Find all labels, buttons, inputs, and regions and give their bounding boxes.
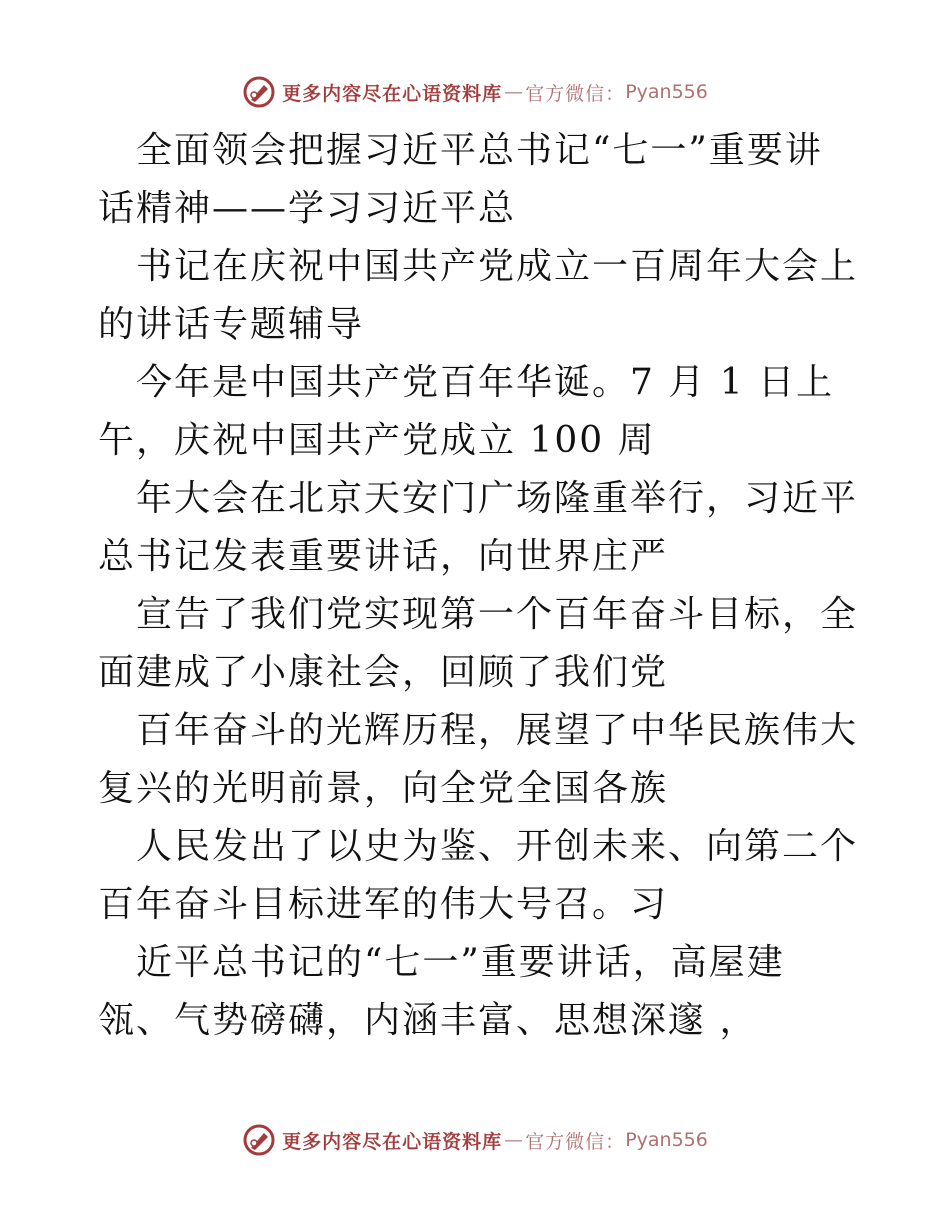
paragraph-2: 书记在庆祝中国共产党成立一百周年大会上的讲话专题辅导 [98, 246, 859, 345]
paragraph-3: 今年是中国共产党百年华诞。7 月 1 日上午，庆祝中国共产党成立 100 周 [98, 362, 835, 461]
footer-promo-text: 更多内容尽在心语资料库 [282, 1130, 503, 1153]
header-promo-text: 更多内容尽在心语资料库 [282, 82, 503, 105]
footer-wechat-id: Pyan556 [625, 1129, 708, 1151]
header-wechat-label: 官方微信： [525, 82, 626, 105]
paragraph-4: 年大会在北京天安门广场隆重举行，习近平总书记发表重要讲话，向世界庄严 [98, 478, 859, 577]
footer-banner [0, 1120, 950, 1160]
paragraph-6: 百年奋斗的光辉历程，展望了中华民族伟大复兴的光明前景，向全党全国各族 [98, 710, 859, 809]
paragraph-1: 全面领会把握习近平总书记“七一”重要讲话精神——学习习近平总 [98, 130, 823, 229]
paragraph-5: 宣告了我们党实现第一个百年奋斗目标，全面建成了小康社会，回顾了我们党 [98, 594, 859, 693]
pen-nib-circle-icon [242, 1123, 276, 1157]
footer-dash: — [504, 1129, 524, 1151]
paragraph-8: 近平总书记的“七一”重要讲话，高屋建瓴、气势磅礴，内涵丰富、思想深邃 ， [98, 942, 785, 1041]
document-body [98, 122, 858, 1050]
pen-nib-circle-icon [242, 75, 276, 109]
header-dash: — [504, 81, 524, 103]
header-wechat-id: Pyan556 [625, 81, 708, 103]
footer-wechat-label: 官方微信： [525, 1130, 626, 1153]
paragraph-7: 人民发出了以史为鉴、开创未来、向第二个百年奋斗目标进军的伟大号召。习 [98, 826, 859, 925]
header-banner [0, 72, 950, 112]
